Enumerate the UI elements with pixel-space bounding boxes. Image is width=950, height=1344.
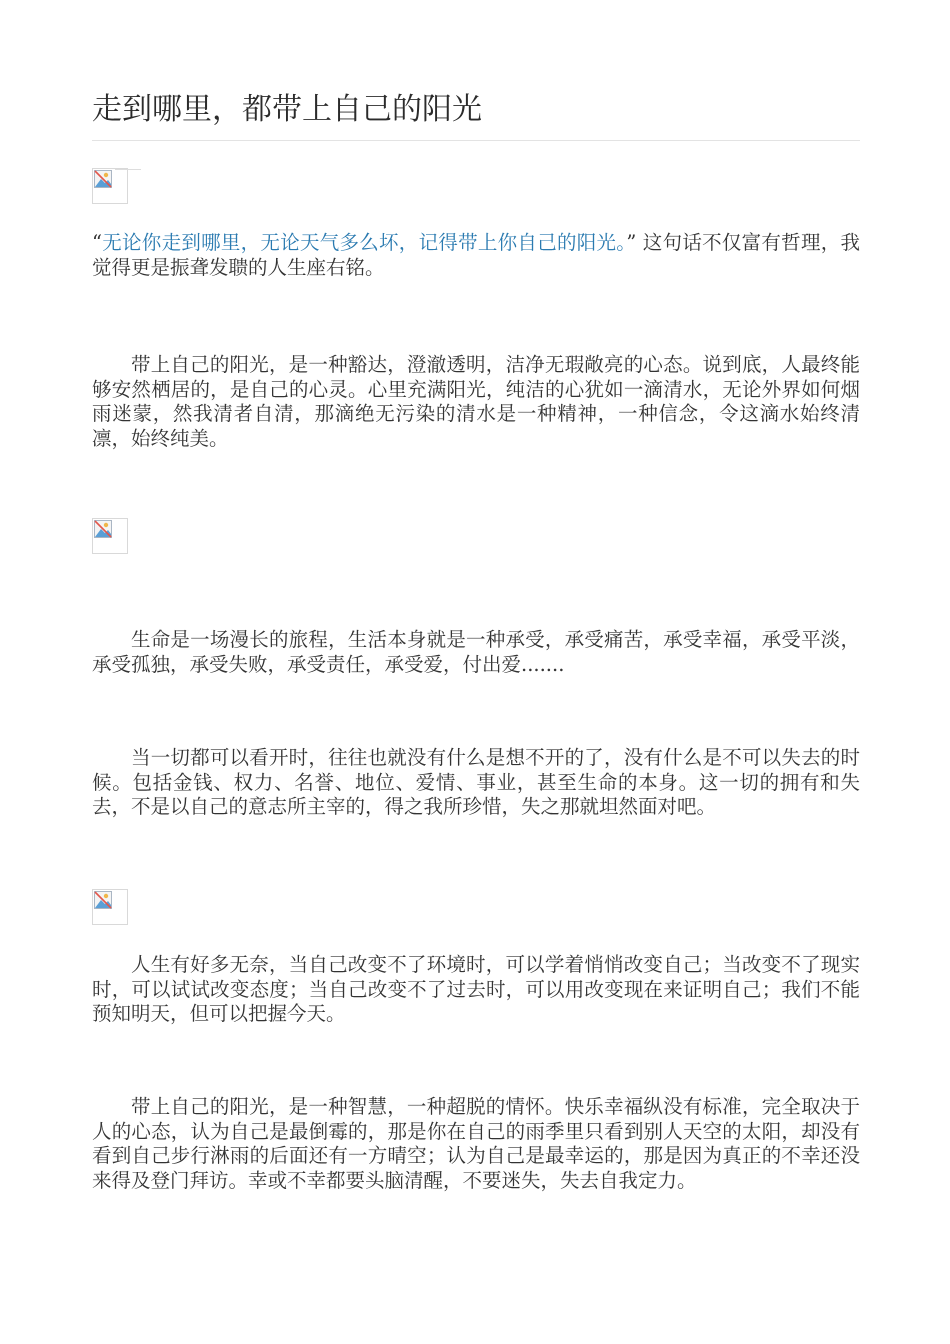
paragraph: 生命是一场漫长的旅程，生活本身就是一种承受，承受痛苦，承受幸福，承受平淡，承受孤独，承受失败，承受责任，承受爱，付出爱....... — [92, 628, 860, 676]
broken-image-icon — [94, 170, 112, 188]
quote-open-mark: “ — [92, 231, 102, 254]
title-divider — [92, 140, 860, 141]
paragraph: 人生有好多无奈，当自己改变不了环境时，可以学着悄悄改变自己；当改变不了现实时，可以试试改变态度；当自己改变不了过去时，可以用改变现在来证明自己；我们不能预知明天，但可以把握今天。 — [92, 953, 860, 1025]
image-placeholder — [92, 889, 128, 925]
intro-paragraph — [92, 231, 860, 280]
image-placeholder — [92, 168, 128, 204]
paragraph: 带上自己的阳光，是一种智慧，一种超脱的情怀。快乐幸福纵没有标准，完全取决于人的心态，认为自己是最倒霉的，那是你在自己的雨季里只看到别人天空的太阳，却没有看到自己步行淋雨的后面还有一方晴空；认为自己是最幸运的，那是因为真正的不幸还没来得及登门拜访。幸或不幸都要头脑清醒，不要迷失，失去自我定力。 — [92, 1095, 860, 1192]
broken-image-icon — [94, 520, 112, 538]
image-caption-line — [115, 169, 141, 170]
image-placeholder — [92, 518, 128, 554]
page-title: 走到哪里，都带上自己的阳光 — [92, 92, 482, 127]
highlighted-quote: 无论你走到哪里，无论天气多么坏，记得带上你自己的阳光。 — [101, 231, 627, 254]
quote-close-mark: ” — [626, 231, 637, 254]
paragraph: 带上自己的阳光，是一种豁达，澄澈透明，洁净无瑕敞亮的心态。说到底，人最终能够安然栖居的，是自己的心灵。心里充满阳光，纯洁的心犹如一滴清水，无论外界如何烟雨迷蒙，然我清者自清，那滴绝无污染的清水是一种精神，一种信念，令这滴水始终清凛，始终纯美。 — [92, 353, 860, 450]
broken-image-icon — [94, 891, 112, 909]
intro-text: 这句话不仅富有哲理，我觉得更是振聋发聩的人生座右铭。 — [92, 231, 860, 279]
paragraph: 当一切都可以看开时，往往也就没有什么是想不开的了，没有什么是不可以失去的时候。包括金钱、权力、名誉、地位、爱情、事业，甚至生命的本身。这一切的拥有和失去，不是以自己的意志所主宰的，得之我所珍惜，失之那就坦然面对吧。 — [92, 746, 860, 818]
